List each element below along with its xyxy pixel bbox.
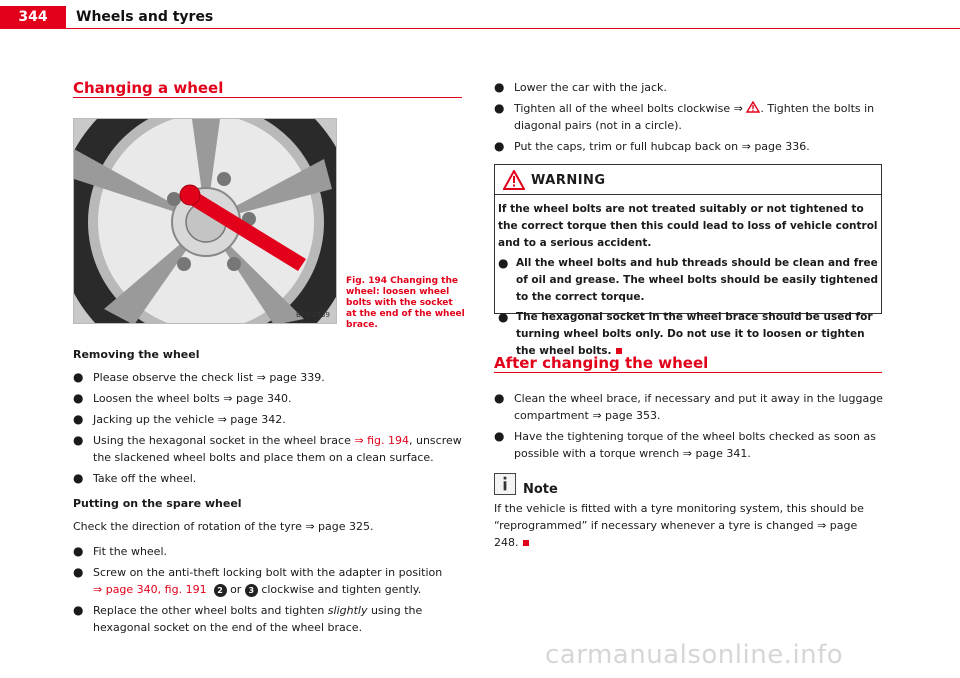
watermark: carmanualsonline.info	[545, 640, 844, 670]
list-item: ● Screw on the anti-theft locking bolt with the adapter in position ⇒ page 340, fig. 191 2 or 3 clockwise and tighten gently.	[73, 565, 443, 596]
list-item: ● Put the caps, trim or full hubcap back on ⇒ page 336.	[494, 139, 810, 153]
right-column-top	[494, 79, 884, 159]
page-number: 344	[0, 6, 66, 28]
wheel-figure	[73, 118, 337, 324]
list-item: ● Tighten all of the wheel bolts clockwise ⇒ . Tighten the bolts in diagonal pairs (not in a circle).	[494, 101, 875, 132]
header-rule	[0, 28, 960, 29]
warning-paragraph: If the wheel bolts are not treated suitably or not tightened to the correct torque then this could lead to loss of vehicle control and to a serious accident.	[498, 203, 878, 249]
list-item: ● Fit the wheel.	[73, 544, 167, 558]
page-link[interactable]: ⇒ page 340, fig. 191	[93, 583, 207, 596]
list-item: ● The hexagonal socket in the wheel brace should be used for turning wheel bolts only. Do not use it to loosen or tighten the wheel bolts.	[498, 310, 873, 357]
section-heading-changing-wheel: Changing a wheel	[73, 79, 224, 97]
list-item: ● Take off the wheel.	[73, 471, 197, 485]
warning-header	[495, 165, 881, 195]
warning-body	[495, 195, 881, 360]
figure-caption: Fig. 194 Changing the wheel: loosen wheel bolts with the socket at the end of the wheel brace.	[346, 276, 465, 330]
putting-on-intro: Check the direction of rotation of the tyre ⇒ page 325.	[73, 520, 374, 533]
callout-2-icon: 2	[214, 584, 227, 597]
warning-triangle-icon	[503, 170, 525, 190]
note-body	[494, 500, 884, 555]
warning-triangle-icon	[746, 101, 760, 113]
putting-on-heading: Putting on the spare wheel	[73, 497, 242, 510]
callout-3-icon: 3	[245, 584, 258, 597]
section-rule	[73, 97, 462, 98]
list-item: ● Loosen the wheel bolts ⇒ page 340.	[73, 391, 292, 405]
left-column	[73, 348, 468, 640]
section-rule	[494, 372, 882, 373]
end-mark-icon	[523, 540, 529, 546]
figure-id: B7V-0539	[296, 311, 330, 319]
note-icon	[494, 473, 516, 495]
list-item: ● Please observe the check list ⇒ page 339.	[73, 370, 325, 384]
list-item: ● Clean the wheel brace, if necessary and put it away in the luggage compartment ⇒ page 353.	[494, 391, 883, 422]
warning-box	[494, 164, 882, 357]
right-column-bottom	[494, 390, 884, 466]
wheel-illustration	[74, 119, 337, 324]
removing-heading: Removing the wheel	[73, 348, 200, 361]
figure-link[interactable]: ⇒ fig. 194	[354, 434, 409, 447]
section-heading-after-changing: After changing the wheel	[494, 354, 709, 372]
note-title: Note	[523, 482, 558, 497]
list-item: ● Lower the car with the jack.	[494, 80, 667, 94]
list-item: ● Jacking up the vehicle ⇒ page 342.	[73, 412, 286, 426]
list-item: ● Replace the other wheel bolts and tighten slightly using the hexagonal socket on the end of the wheel brace.	[73, 603, 423, 634]
note-text: If the vehicle is fitted with a tyre monitoring system, this should be “reprogrammed” if necessary whenever a tyre is changed ⇒ page 248.	[494, 502, 864, 549]
warning-title: WARNING	[531, 173, 606, 188]
list-item: ● Have the tightening torque of the wheel bolts checked as soon as possible with a torque wrench ⇒ page 341.	[494, 429, 876, 460]
list-item: ● All the wheel bolts and hub threads should be clean and free of oil and grease. The wheel bolts should be easily tightened to the correct torque.	[498, 256, 878, 303]
page-header	[0, 0, 960, 30]
list-item: ● Using the hexagonal socket in the wheel brace ⇒ fig. 194, unscrew the slackened wheel bolts and place them on a clean surface.	[73, 433, 462, 464]
chapter-title: Wheels and tyres	[76, 9, 214, 25]
